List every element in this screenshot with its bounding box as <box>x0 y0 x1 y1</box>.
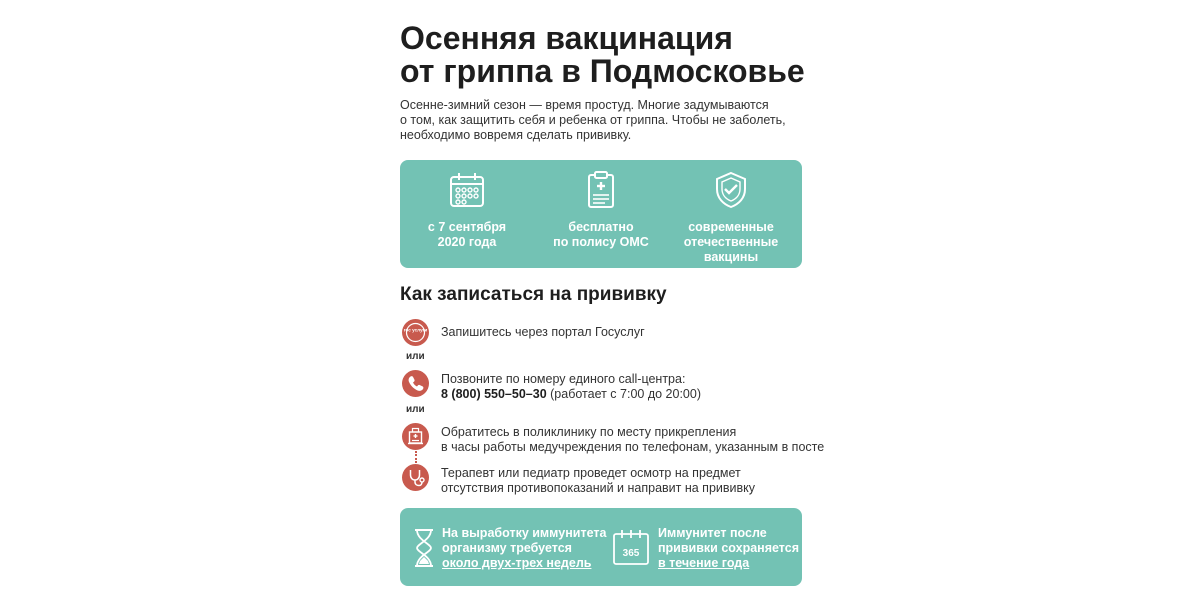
immunity-persistence-text: Иммунитет после прививки сохраняется в течение года <box>658 526 799 570</box>
shield-check-icon <box>711 170 751 210</box>
or-separator-2: или <box>406 404 425 415</box>
gosuslugi-icon <box>402 319 429 346</box>
phone-icon <box>402 370 429 397</box>
title-line-1: Осенняя вакцинация <box>400 20 733 56</box>
feature-vaccines <box>664 170 798 265</box>
calendar-365-number: 365 <box>622 548 640 559</box>
intro-text <box>400 98 786 143</box>
section-title: Как записаться на прививку <box>400 284 667 305</box>
intro-line-2: о том, как защитить себя и ребенка от гриппа. Чтобы не заболеть, <box>400 113 786 127</box>
step-clinic-text: Обратитесь в поликлинику по месту прикрепления в часы работы медучреждения по телефонам, указанным в посте <box>441 425 825 454</box>
title-line-2: от гриппа в Подмосковье <box>400 53 805 89</box>
page-title <box>400 22 805 88</box>
immunity-card <box>400 508 802 586</box>
immunity-duration-text: На выработку иммунитета организму требуется около двух-трех недель <box>442 526 607 570</box>
intro-line-1: Осенне-зимний сезон — время простуд. Многие задумываются <box>400 98 769 112</box>
phone-number[interactable]: 8 (800) 550–50–30 <box>441 387 547 401</box>
feature-date <box>400 170 534 250</box>
feature-date-text: с 7 сентября 2020 года <box>427 220 507 249</box>
feature-free <box>534 170 668 250</box>
clinic-icon <box>402 423 429 450</box>
intro-line-3: необходимо вовремя сделать прививку. <box>400 128 632 142</box>
or-separator-1: или <box>406 351 425 362</box>
step-gosuslugi-text: Запишитесь через портал Госуслуг <box>441 325 645 339</box>
calendar-365-icon <box>612 528 650 568</box>
features-card <box>400 160 802 268</box>
calendar-icon <box>447 170 487 210</box>
feature-vaccines-text: современные отечественные вакцины <box>683 220 779 264</box>
medical-clipboard-icon <box>581 170 621 210</box>
poster <box>400 0 825 600</box>
hourglass-icon <box>412 528 436 568</box>
step-doctor-text: Терапевт или педиатр проведет осмотр на предмет отсутствия противопоказаний и направит на прививку <box>441 466 756 495</box>
stethoscope-icon <box>402 464 429 491</box>
gosuslugi-logo-text: гос услуги <box>403 327 428 333</box>
step-phone-text: Позвоните по номеру единого call-центра: 8 (800) 550–50–30 (работает с 7:00 до 20:00) <box>441 372 701 401</box>
connector-dots <box>415 451 417 463</box>
feature-free-text: бесплатно по полису ОМС <box>553 220 649 249</box>
